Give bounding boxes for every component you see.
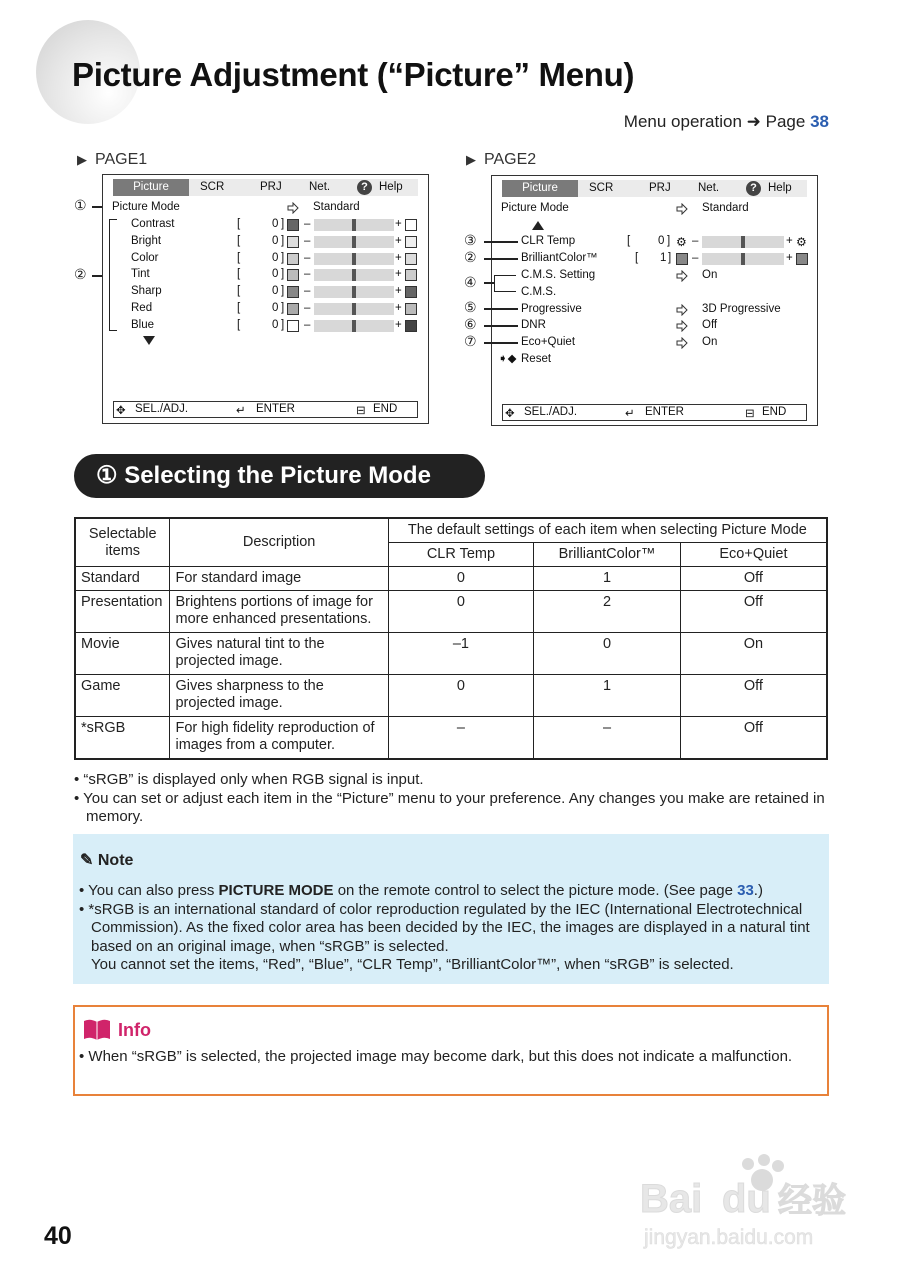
arrow-right-icon [287,202,299,214]
adjust-max-icon [405,286,417,298]
minus-sign: – [304,302,311,314]
minus-sign: – [304,285,311,298]
cell-brilliantcolor: 1 [534,675,681,717]
bracket-open: [ [237,218,241,230]
cell-item: Standard [75,567,170,591]
svg-text:Bai: Bai [640,1177,703,1221]
note-scallop-edge [73,831,829,839]
tab-net[interactable]: Net. [698,182,720,194]
end-icon: ⊟ [356,405,366,417]
table-row [75,717,827,759]
brilliantcolor-slider-knob[interactable] [741,253,745,265]
header-clr-temp: CLR Temp [388,543,533,567]
minus-sign: – [304,218,311,230]
bracket-close: ] [281,318,285,331]
page-link[interactable]: 38 [810,112,829,131]
adjust-max-icon [405,320,417,332]
enter-icon: ↵ [236,405,246,417]
cell-item: Movie [75,633,170,675]
tab-picture[interactable]: Picture [502,180,578,197]
plus-sign: + [395,268,402,281]
group-bracket [109,219,117,331]
scroll-up-icon[interactable] [532,221,544,231]
clr-temp-icon: ⚙ [676,235,687,249]
callout-4: ④ [464,274,477,290]
adjust-item-value: 0 [272,268,279,281]
clr-temp-value: 0 [658,235,665,247]
cell-brilliantcolor: 1 [534,567,681,591]
adjust-item-label[interactable]: Color [131,251,159,264]
cell-brilliantcolor: 2 [534,591,681,633]
tab-scr[interactable]: SCR [589,182,614,194]
info-text [79,1048,824,1067]
adjust-item-value: 0 [272,251,279,264]
info-title: Info [118,1020,151,1040]
page-number: 40 [44,1222,72,1250]
plus-sign: + [395,251,402,264]
minus-sign: – [304,251,311,264]
table-row [75,633,827,675]
leader-line [484,325,518,327]
bracket-open: [ [237,302,241,314]
adjust-max-icon [405,219,417,231]
help-icon: ? [746,181,761,196]
pencil-icon: ✎ [80,852,94,869]
bracket-open: [ [635,252,639,264]
bracket-open: [ [237,318,241,331]
section-heading: ① Selecting the Picture Mode [74,454,485,498]
cell-clr-temp: –1 [388,633,533,675]
adjust-slider-knob[interactable] [352,286,356,298]
picture-mode-value: Standard [702,202,749,214]
arrow-right-icon [676,337,688,349]
adjust-item-label[interactable]: Bright [131,234,162,247]
page-link[interactable]: 33 [737,882,754,899]
adjust-min-icon [287,253,299,265]
adjust-item-value: 0 [272,285,279,298]
clr-temp-icon: ⚙ [796,235,807,249]
plus-sign: + [395,285,402,298]
cell-clr-temp: – [388,717,533,759]
picture-mode-label[interactable]: Picture Mode [501,202,569,214]
plus-sign: + [786,235,793,247]
footer-bar: ✥ SEL./ADJ. ↵ ENTER ⊟ END [113,401,418,418]
tab-help[interactable]: Help [379,181,403,193]
header-eco-quiet: Eco+Quiet [680,543,827,567]
reset-label[interactable]: Reset [521,353,552,365]
brilliantcolor-icon [796,253,808,265]
arrow-right-icon: ➜ [746,112,761,131]
tab-picture[interactable]: Picture [113,179,189,196]
adjust-item-value: 0 [272,318,279,331]
tab-scr[interactable]: SCR [200,181,225,193]
adjust-slider-knob[interactable] [352,253,356,265]
bracket-open: [ [237,234,241,247]
bullet-list [74,771,834,827]
header-description: Description [170,518,388,567]
adjust-min-icon [287,320,299,332]
menu-screen-page1 [102,174,429,424]
scroll-down-icon[interactable] [143,336,155,346]
bracket-close: ] [667,235,671,247]
cell-item: *sRGB [75,717,170,759]
adjust-item-label[interactable]: Red [131,302,153,314]
page1-label: ▶ PAGE1 [77,151,148,168]
adjust-max-icon [405,269,417,281]
clr-temp-slider-knob[interactable] [741,236,745,248]
callout-2: ② [74,266,87,282]
tab-bar [113,179,418,196]
arrow-right-icon [676,320,688,332]
callout-7: ⑦ [464,333,477,349]
cell-clr-temp: 0 [388,675,533,717]
bracket-close: ] [281,302,285,314]
reset-icon: ➧◆ [498,353,517,365]
brilliantcolor-icon [676,253,688,265]
menu-operation-reference: Menu operation ➜ Page 38 [623,112,829,131]
bracket-close: ] [281,234,285,247]
tab-bar [502,180,807,197]
brilliantcolor-label[interactable]: BrilliantColor™ [521,252,598,264]
help-icon: ? [357,180,372,195]
adjust-min-icon [287,236,299,248]
picture-mode-table [74,517,828,760]
minus-sign: – [692,235,699,247]
svg-text:经验: 经验 [778,1181,846,1221]
plus-sign: + [395,318,402,331]
end-icon: ⊟ [745,408,755,420]
tab-prj[interactable]: PRJ [260,181,282,193]
cell-eco-quiet: Off [680,675,827,717]
bullet-item: • You can set or adjust each item in the “Picture” menu to your preference. Any changes you make are retained in memory. [74,789,825,825]
adjust-max-icon [405,303,417,315]
header-defaults: The default settings of each item when selecting Picture Mode [388,518,827,543]
note-title: ✎ Note [80,852,134,869]
cell-eco-quiet: Off [680,567,827,591]
dnr-label[interactable]: DNR [521,319,546,331]
eco-quiet-value: On [702,336,718,348]
adjust-item-label[interactable]: Tint [131,268,150,281]
tab-prj[interactable]: PRJ [649,182,671,194]
triangle-icon: ▶ [77,152,87,167]
plus-sign: + [395,302,402,314]
adjust-slider-knob[interactable] [352,236,356,248]
cell-brilliantcolor: – [534,717,681,759]
dnr-value: Off [702,319,718,331]
adjust-max-icon [405,253,417,265]
arrow-right-icon [676,270,688,282]
bracket-open: [ [627,235,631,247]
group-bracket [494,275,516,292]
adjust-slider-knob[interactable] [352,219,356,231]
adjust-item-value: 0 [272,302,279,314]
sel-adj-icon: ✥ [505,408,515,420]
adjust-min-icon [287,303,299,315]
cms-setting-label[interactable]: C.M.S. Setting [521,269,596,281]
adjust-min-icon [287,286,299,298]
svg-text:jingyan.baidu.com: jingyan.baidu.com [644,1226,814,1249]
plus-sign: + [786,252,793,264]
triangle-icon: ▶ [466,152,476,167]
adjust-item-label[interactable]: Blue [131,318,155,331]
cell-eco-quiet: Off [680,717,827,759]
table-row [75,567,827,591]
leader-line [484,308,518,310]
cell-eco-quiet: On [680,633,827,675]
minus-sign: – [304,234,311,247]
bracket-close: ] [281,268,285,281]
adjust-min-icon [287,269,299,281]
enter-icon: ↵ [625,408,635,420]
plus-sign: + [395,218,402,230]
cell-item: Game [75,675,170,717]
menu-screen-page2 [491,175,818,426]
adjust-item-label[interactable]: Contrast [131,218,175,230]
tab-net[interactable]: Net. [309,181,331,193]
callout-5: ⑤ [464,299,477,315]
minus-sign: – [304,268,311,281]
bracket-close: ] [281,218,285,230]
leader-line [484,258,518,260]
callout-3: ③ [464,232,477,248]
leader-line [484,241,518,243]
plus-sign: + [395,234,402,247]
adjust-item-label[interactable]: Sharp [131,285,162,298]
arrow-right-icon [676,304,688,316]
adjust-slider-knob[interactable] [352,269,356,281]
cell-eco-quiet: Off [680,591,827,633]
callout-6: ⑥ [464,316,477,332]
cell-description: Gives sharpness to the projected image. [170,675,388,717]
minus-sign: – [692,252,699,264]
minus-sign: – [304,318,311,331]
cell-clr-temp: 0 [388,567,533,591]
cms-label[interactable]: C.M.S. [521,286,557,298]
tab-help[interactable]: Help [768,182,792,194]
book-icon [82,1018,112,1042]
info-item: • When “sRGB” is selected, the projected image may become dark, but this does not indicate a malfunction. [79,1048,793,1065]
page2-label: ▶ PAGE2 [466,151,537,168]
note-item: • *sRGB is an international standard of color reproduction regulated by the IEC (International Electrotechnical Commission). As the fixed color area has been decided by the IEC, the images are displayed in a natural tint based on an original image, when “sRGB” is selected. [79,900,810,955]
cell-description: For standard image [170,567,388,591]
bracket-close: ] [281,285,285,298]
adjust-slider-knob[interactable] [352,303,356,315]
bracket-open: [ [237,285,241,298]
note-item: You cannot set the items, “Red”, “Blue”, “CLR Temp”, “BrilliantColor™”, when “sRGB” is selected. [91,956,734,973]
header-selectable-items: Selectable items [75,518,170,567]
callout-1: ① [74,197,87,213]
bracket-close: ] [281,251,285,264]
bracket-open: [ [237,251,241,264]
eco-quiet-label[interactable]: Eco+Quiet [521,336,576,348]
callout-2b: ② [464,249,477,265]
leader-line [484,342,518,344]
footer-bar: ✥ SEL./ADJ. ↵ ENTER ⊟ END [502,404,807,421]
picture-mode-value: Standard [313,201,360,213]
note-text [79,882,824,975]
baidu-watermark [640,1150,860,1250]
note-item: • You can also press PICTURE MODE on the remote control to select the picture mode. (See page 33.) [79,882,763,899]
picture-mode-label[interactable]: Picture Mode [112,201,180,213]
adjust-item-value: 0 [272,234,279,247]
progressive-value: 3D Progressive [702,303,781,315]
adjust-min-icon [287,219,299,231]
clr-temp-label[interactable]: CLR Temp [521,235,576,247]
cell-description: For high fidelity reproduction of images from a computer. [170,717,388,759]
table-row [75,591,827,633]
cell-item: Presentation [75,591,170,633]
cell-description: Gives natural tint to the projected image. [170,633,388,675]
cell-brilliantcolor: 0 [534,633,681,675]
cell-clr-temp: 0 [388,591,533,633]
bracket-close: ] [668,252,672,264]
adjust-max-icon [405,236,417,248]
adjust-item-value: 0 [272,218,279,230]
sel-adj-icon: ✥ [116,405,126,417]
table-row [75,675,827,717]
arrow-right-icon [676,203,688,215]
leader-line [484,282,494,284]
adjust-slider-knob[interactable] [352,320,356,332]
bullet-item: • “sRGB” is displayed only when RGB signal is input. [74,771,424,788]
page-title: Picture Adjustment (“Picture” Menu) [72,56,635,93]
cms-setting-value: On [702,269,718,281]
header-brilliantcolor: BrilliantColor™ [534,543,681,567]
bracket-open: [ [237,268,241,281]
cell-description: Brightens portions of image for more enhanced presentations. [170,591,388,633]
svg-text:du: du [722,1177,771,1221]
progressive-label[interactable]: Progressive [521,303,582,315]
brilliantcolor-value: 1 [660,252,667,264]
